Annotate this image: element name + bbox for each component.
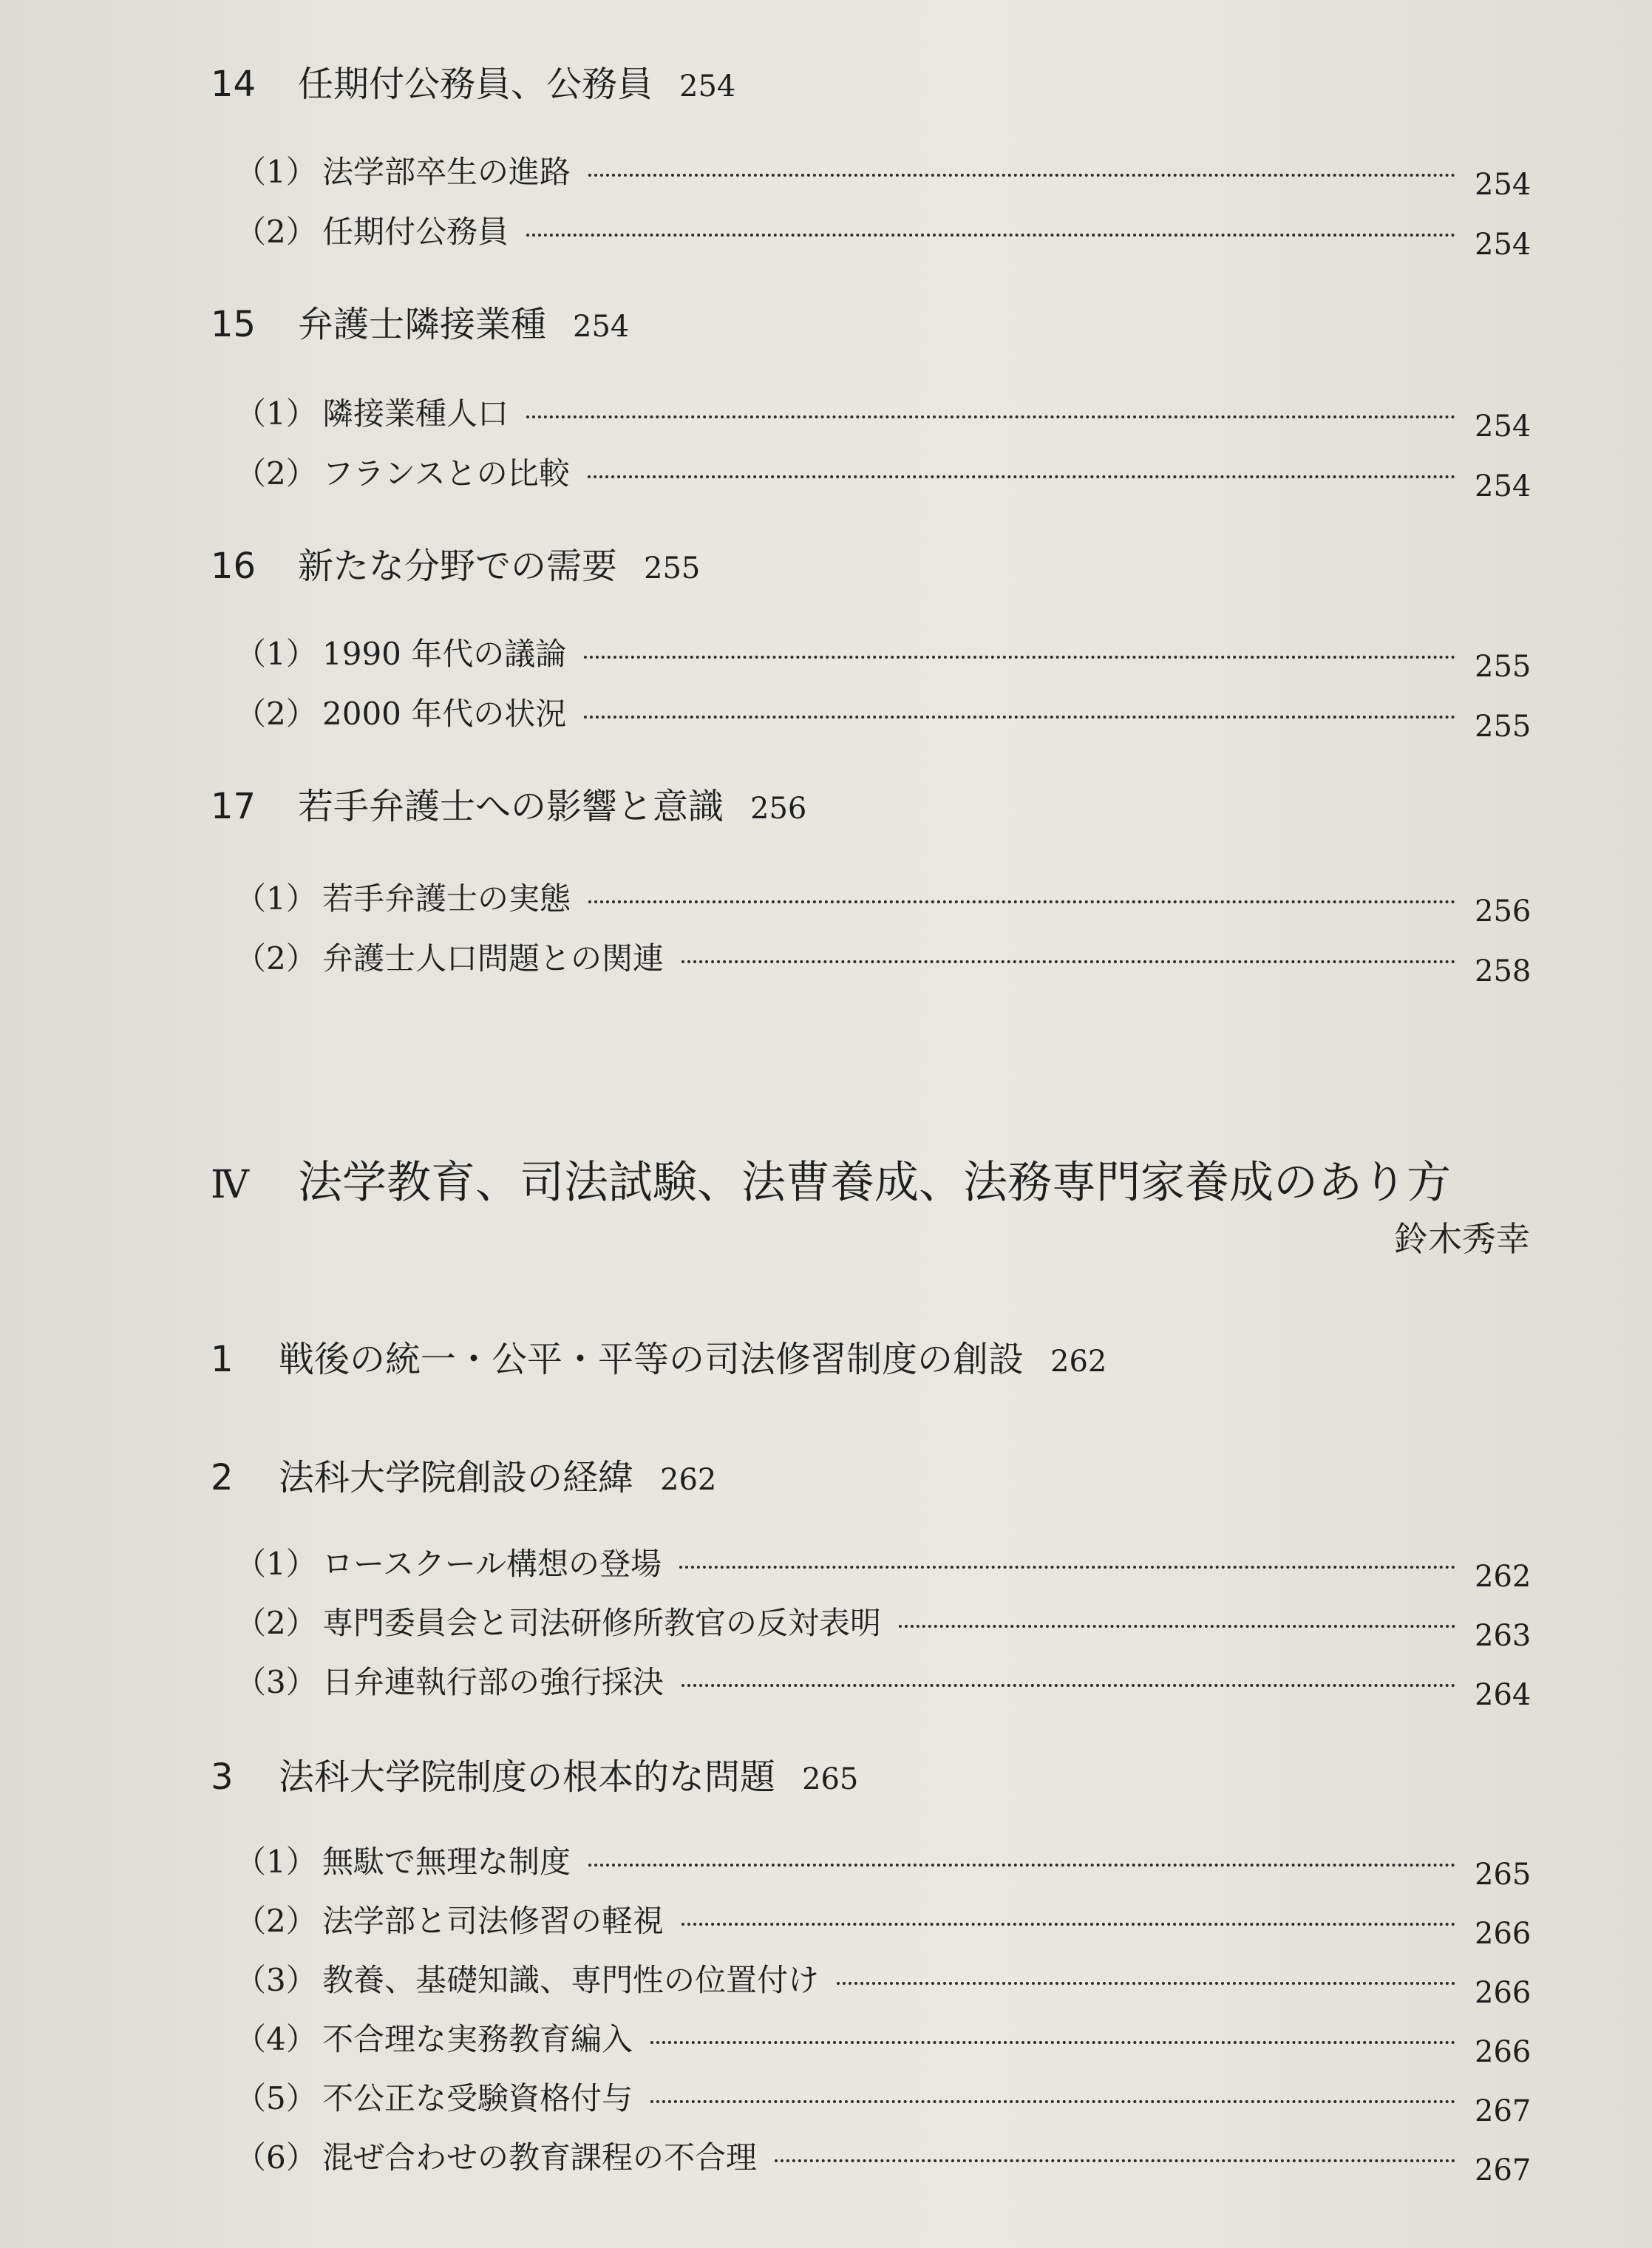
dot-leader [775, 2159, 1455, 2162]
dot-leader [526, 234, 1455, 237]
entry-page: 264 [1475, 1678, 1532, 1712]
section-heading [211, 778, 806, 829]
dot-leader [526, 415, 1455, 418]
entry-label: 隣接業種人口 [322, 395, 509, 432]
toc-entry[interactable] [235, 1956, 1532, 2010]
section-heading [211, 1748, 858, 1799]
section-title: 弁護士隣接業種 [298, 304, 547, 345]
toc-entry[interactable] [235, 2015, 1532, 2069]
section-number: 15 [211, 304, 256, 345]
toc-entry[interactable] [235, 449, 1532, 503]
section-heading [211, 1449, 716, 1500]
section-page: 256 [750, 792, 807, 826]
toc-entry[interactable] [235, 390, 1532, 444]
entry-index: （1） [235, 395, 317, 432]
section-number: 3 [211, 1756, 234, 1798]
entry-label: 不公正な受験資格付与 [322, 2080, 633, 2116]
entry-index: （2） [235, 1605, 317, 1641]
section-page: 265 [802, 1762, 859, 1796]
section-title: 新たな分野での需要 [298, 546, 618, 587]
entry-page: 254 [1475, 228, 1532, 262]
entry-index: （1） [235, 1844, 317, 1880]
section-title: 戦後の統一・公平・平等の司法修習制度の創設 [279, 1339, 1024, 1380]
entry-label: 法学部卒生の進路 [322, 154, 571, 190]
entry-page: 266 [1475, 1917, 1532, 1951]
entry-page: 265 [1475, 1858, 1532, 1892]
entry-index: （5） [235, 2080, 317, 2116]
toc-entry[interactable] [235, 208, 1532, 262]
toc-entry[interactable] [235, 1540, 1532, 1594]
entry-label: 任期付公務員 [322, 214, 509, 250]
entry-label: 専門委員会と司法研修所教官の反対表明 [322, 1605, 882, 1641]
entry-label: 法学部と司法修習の軽視 [322, 1903, 664, 1939]
section-number: 17 [211, 786, 256, 827]
dot-leader [650, 2041, 1455, 2044]
entry-label: 日弁連執行部の強行採決 [322, 1664, 664, 1700]
dot-leader [681, 1684, 1455, 1687]
entry-page: 266 [1475, 2035, 1532, 2069]
entry-page: 267 [1475, 2153, 1532, 2187]
dot-leader [588, 900, 1455, 903]
section-number: 2 [211, 1457, 234, 1498]
section-heading [211, 537, 700, 588]
entry-page: 258 [1475, 954, 1532, 988]
entry-page: 266 [1475, 1976, 1532, 2010]
toc-entry[interactable] [235, 2133, 1532, 2187]
toc-entry[interactable] [235, 148, 1532, 202]
section-page: 254 [679, 69, 736, 103]
entry-label: 弁護士人口問題との関連 [322, 940, 664, 977]
dot-leader [681, 1923, 1455, 1926]
entry-index: （2） [235, 696, 317, 732]
entry-label: 2000 年代の状況 [322, 696, 567, 732]
part-heading [211, 1147, 1519, 1211]
dot-leader [584, 656, 1455, 659]
section-page: 262 [660, 1463, 717, 1497]
entry-page: 254 [1475, 469, 1532, 503]
toc-entry[interactable] [235, 1658, 1532, 1712]
section-number: 14 [211, 64, 256, 105]
entry-index: （1） [235, 880, 317, 917]
dot-leader [681, 960, 1455, 963]
entry-index: （1） [235, 1546, 317, 1582]
entry-page: 262 [1475, 1560, 1532, 1594]
author-name: 鈴木秀幸 [1394, 1219, 1530, 1259]
entry-index: （4） [235, 2021, 317, 2057]
toc-entry[interactable] [235, 934, 1532, 988]
dot-leader [588, 475, 1455, 478]
entry-index: （2） [235, 214, 317, 250]
toc-entry[interactable] [235, 1599, 1532, 1653]
toc-entry[interactable] [235, 690, 1532, 744]
entry-label: 無駄で無理な制度 [322, 1844, 571, 1880]
section-heading [211, 296, 629, 347]
section-page: 255 [644, 551, 701, 585]
entry-page: 254 [1475, 168, 1532, 202]
part-title: 法学教育、司法試験、法曹養成、法務専門家養成のあり方 [298, 1157, 1451, 1209]
entry-page: 255 [1475, 710, 1532, 744]
entry-page: 254 [1475, 410, 1532, 444]
section-page: 262 [1050, 1345, 1107, 1379]
entry-page: 267 [1475, 2094, 1532, 2128]
entry-page: 256 [1475, 894, 1532, 928]
toc-entry[interactable] [235, 2074, 1532, 2128]
entry-label: 若手弁護士の実態 [322, 880, 571, 917]
entry-index: （2） [235, 1903, 317, 1939]
entry-label: 不合理な実務教育編入 [322, 2021, 633, 2057]
entry-index: （2） [235, 940, 317, 977]
section-number: 16 [211, 546, 256, 587]
dot-leader [679, 1566, 1455, 1569]
part-number: Ⅳ [211, 1163, 249, 1207]
toc-entry[interactable] [235, 875, 1532, 928]
section-title: 若手弁護士への影響と意識 [298, 786, 724, 827]
entry-index: （2） [235, 455, 317, 492]
entry-label: フランスとの比較 [322, 455, 570, 492]
dot-leader [584, 716, 1455, 719]
entry-label: 混ぜ合わせの教育課程の不合理 [322, 2139, 758, 2176]
entry-label: ロースクール構想の登場 [322, 1546, 662, 1582]
dot-leader [588, 1864, 1455, 1867]
entry-page: 255 [1475, 650, 1532, 684]
dot-leader [837, 1982, 1455, 1985]
dot-leader [650, 2100, 1455, 2103]
toc-entry[interactable] [235, 630, 1532, 684]
entry-index: （3） [235, 1962, 317, 1998]
section-title: 法科大学院制度の根本的な問題 [279, 1756, 776, 1798]
section-page: 254 [573, 310, 630, 344]
section-heading [211, 55, 735, 106]
entry-index: （1） [235, 636, 317, 672]
entry-label: 1990 年代の議論 [322, 636, 567, 672]
section-title: 法科大学院創設の経緯 [279, 1457, 634, 1498]
entry-index: （1） [235, 154, 317, 190]
section-title: 任期付公務員、公務員 [298, 64, 653, 105]
toc-entry[interactable] [235, 1838, 1532, 1892]
dot-leader [899, 1625, 1455, 1628]
toc-entry[interactable] [235, 1897, 1532, 1951]
entry-index: （3） [235, 1664, 317, 1700]
entry-label: 教養、基礎知識、専門性の位置付け [322, 1962, 820, 1998]
dot-leader [588, 174, 1455, 177]
entry-page: 263 [1475, 1619, 1532, 1653]
section-heading [211, 1331, 1107, 1382]
entry-index: （6） [235, 2139, 317, 2176]
section-number: 1 [211, 1339, 234, 1380]
